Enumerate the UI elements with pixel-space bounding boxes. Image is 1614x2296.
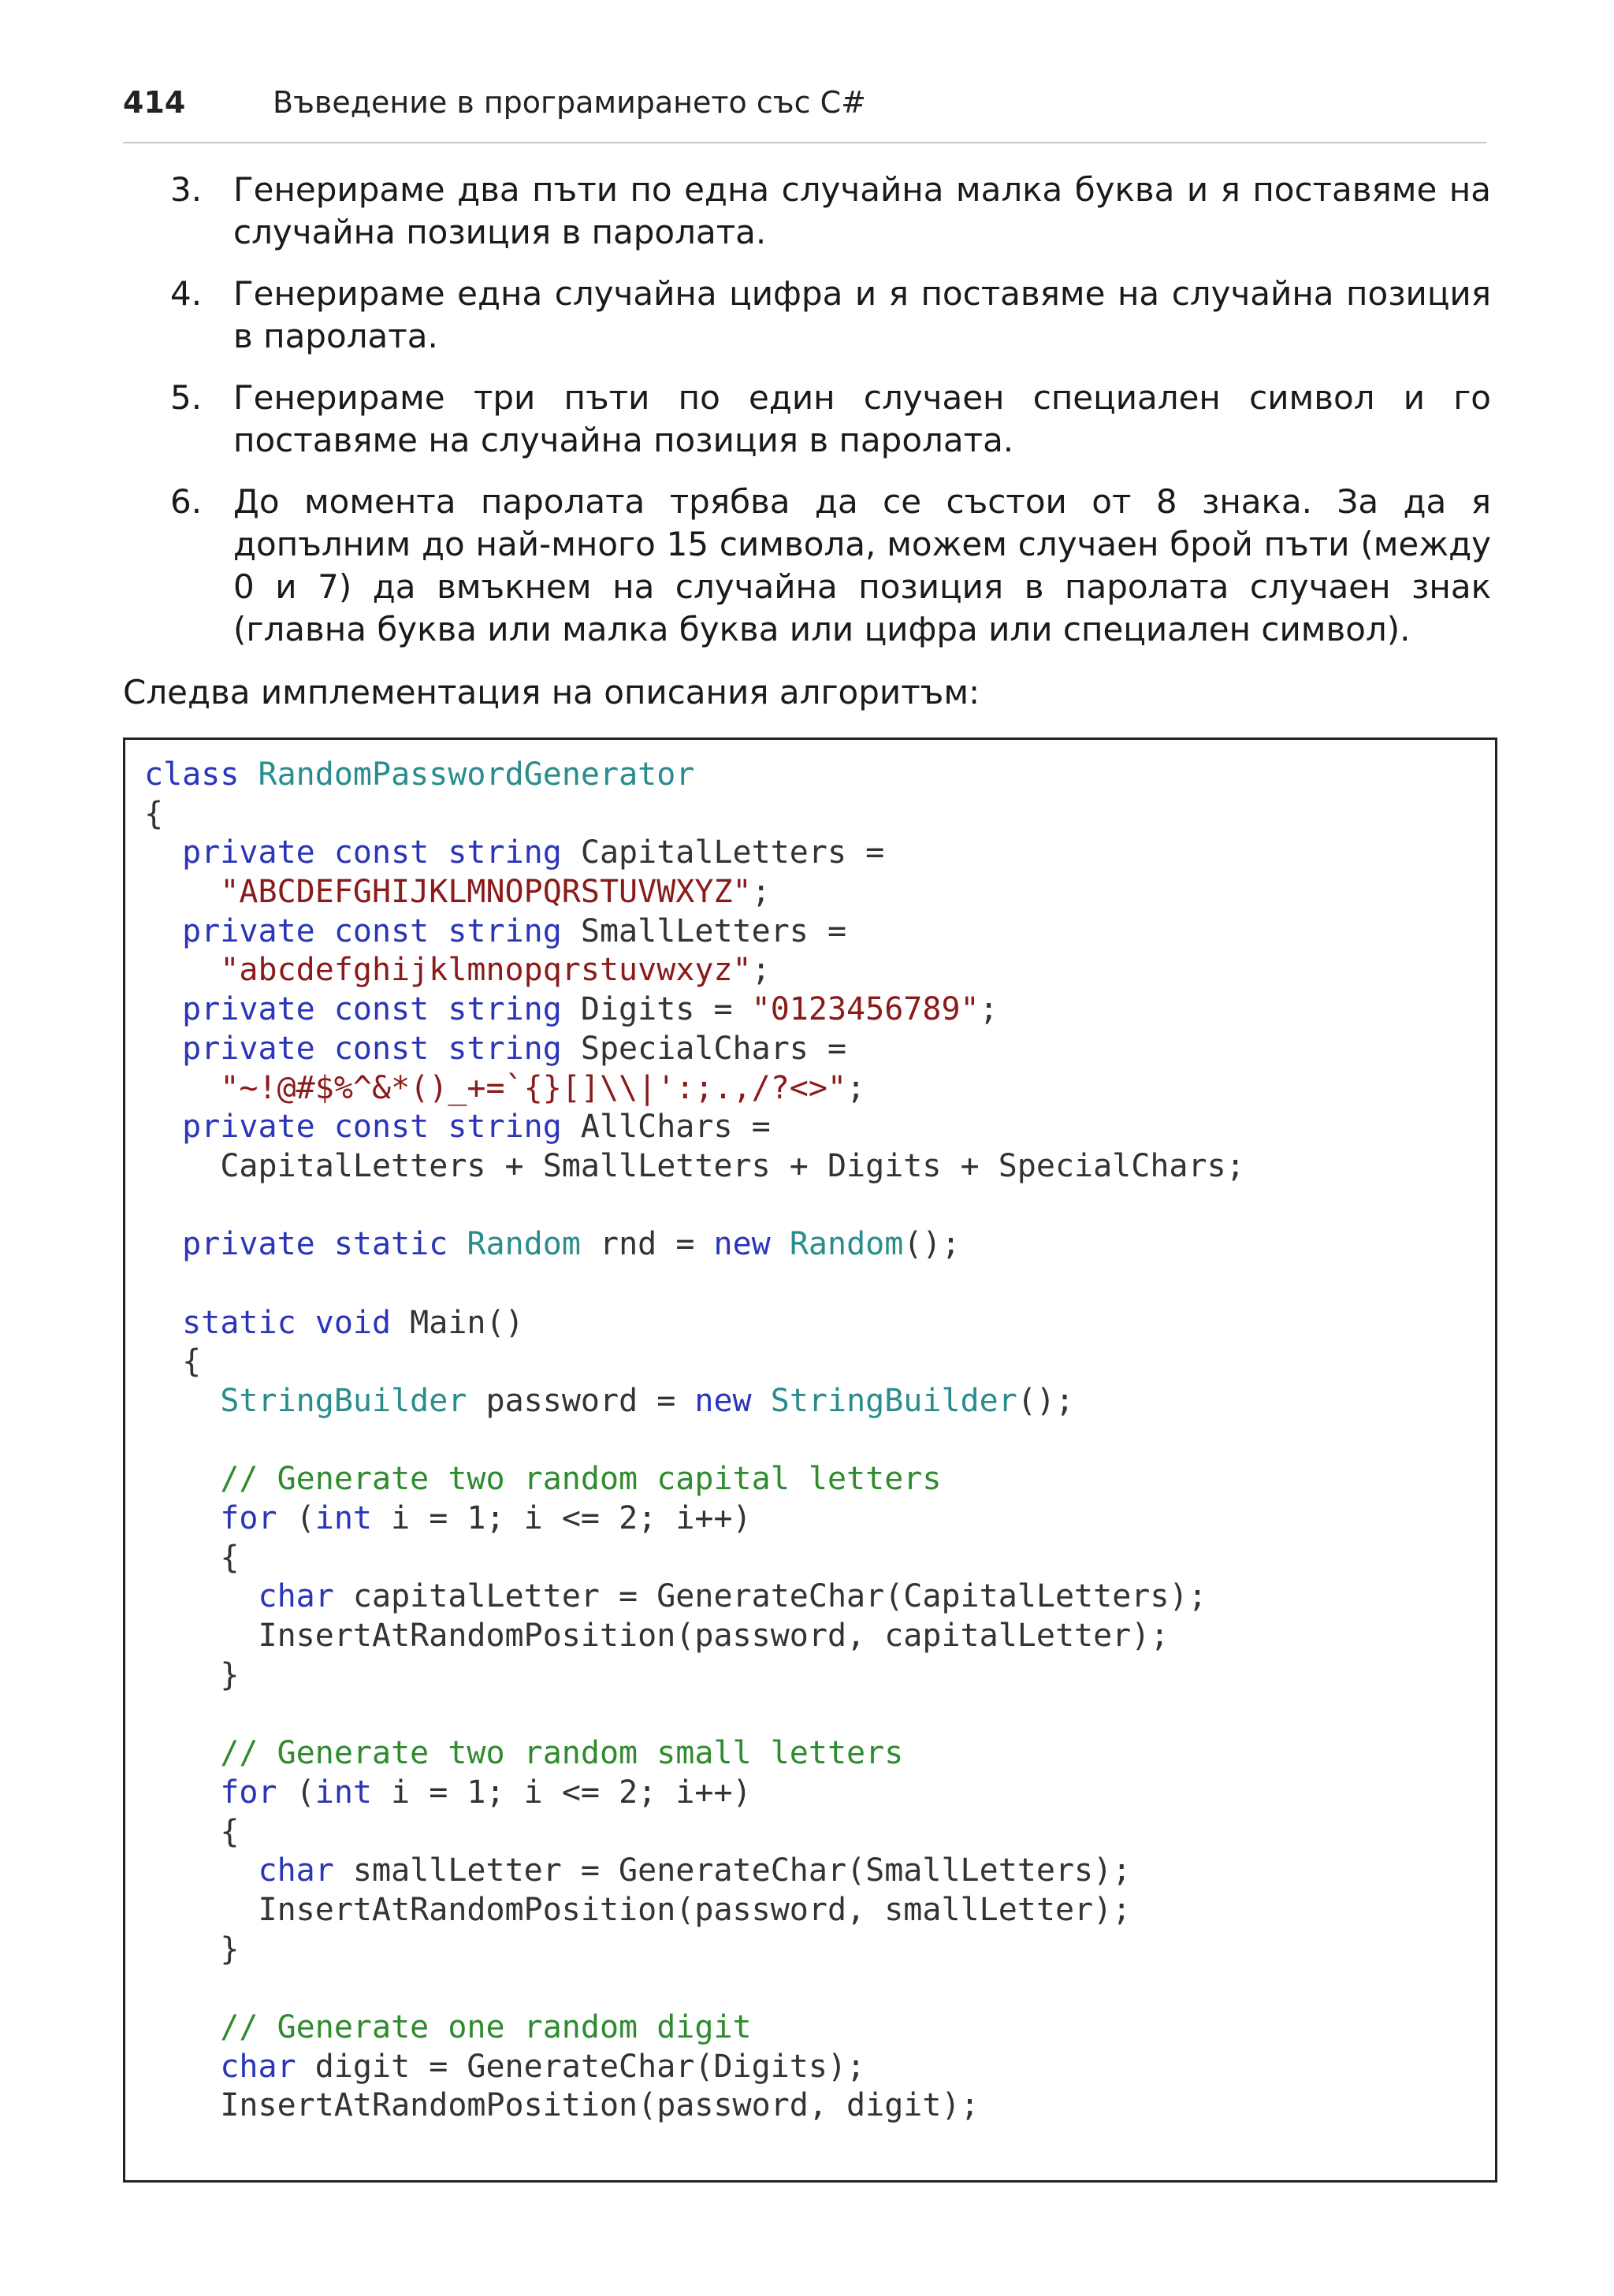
type-token: StringBuilder: [770, 1383, 1017, 1419]
string-token: "abcdefghijklmnopqrstuvwxyz": [220, 952, 752, 989]
code-line: [144, 990, 1245, 1030]
page-number: 414: [123, 85, 186, 120]
code-line: [144, 1304, 1245, 1343]
keyword-token: new: [694, 1383, 752, 1419]
code-line: [144, 1774, 1245, 1813]
step-number: 5.: [170, 378, 203, 417]
step-text: Генерираме три пъти по един случаен специален символ и го поставяме на случайна позиция в паролата.: [233, 378, 1491, 459]
keyword-token: int: [314, 1774, 372, 1811]
step-text: Генерираме два пъти по една случайна малка буква и я поставяме на случайна позиция в паролата.: [233, 170, 1491, 251]
code-line: [144, 1539, 1245, 1578]
code-line: [144, 795, 1245, 834]
code-line: [144, 1969, 1245, 2008]
step-item-5: [123, 377, 1491, 462]
keyword-token: for: [220, 1500, 277, 1537]
code-line: [144, 1460, 1245, 1499]
keyword-token: static void: [182, 1304, 392, 1341]
keyword-token: private const string: [182, 912, 562, 949]
code-text: [144, 1461, 220, 1497]
code-text: [144, 834, 182, 871]
code-text: [144, 2009, 220, 2045]
code-line: [144, 912, 1245, 952]
code-listing-box: [123, 737, 1497, 2183]
code-line: [144, 1499, 1245, 1539]
code-text: (: [277, 1774, 315, 1811]
code-text: [144, 1578, 258, 1614]
book-title: Въведение в програмирането със C#: [273, 85, 866, 120]
code-text: [144, 1031, 182, 1067]
code-text: [144, 1383, 220, 1419]
code-text: ;: [751, 952, 771, 989]
code-text: [144, 2049, 220, 2085]
code-line: [144, 873, 1245, 912]
code-text: digit = GenerateChar(Digits);: [296, 2048, 866, 2085]
code-line: [144, 1577, 1245, 1617]
code-line: [144, 1891, 1245, 1930]
code-line: [144, 1382, 1245, 1421]
code-text: password =: [467, 1383, 695, 1419]
code-text: {: [144, 1343, 202, 1380]
code-text: CapitalLetters + SmallLetters + Digits + SpecialChars;: [144, 1147, 1245, 1184]
code-text: [239, 756, 258, 793]
algorithm-steps-list: [123, 169, 1491, 670]
keyword-token: private const string: [182, 1109, 562, 1146]
code-text: {: [144, 795, 164, 832]
code-line: [144, 1852, 1245, 1891]
code-text: [144, 1305, 182, 1341]
code-text: SmallLetters =: [561, 912, 847, 949]
keyword-token: private const string: [182, 834, 562, 871]
keyword-token: char: [258, 1852, 334, 1889]
code-line: [144, 1656, 1245, 1696]
code-line: [144, 1421, 1245, 1461]
code-text: i = 1; i <= 2; i++): [372, 1500, 752, 1537]
keyword-token: new: [713, 1226, 771, 1263]
code-text: }: [144, 1656, 240, 1693]
code-line: [144, 1617, 1245, 1656]
comment-token: // Generate two random small letters: [220, 1735, 904, 1772]
code-text: [144, 1070, 220, 1106]
code-text: [144, 913, 182, 949]
type-token: StringBuilder: [220, 1383, 467, 1419]
code-line: [144, 951, 1245, 990]
code-text: ;: [751, 874, 771, 911]
comment-token: // Generate one random digit: [220, 2009, 752, 2045]
code-line: [144, 2086, 1245, 2126]
keyword-token: private const string: [182, 1030, 562, 1067]
code-text: [144, 1109, 182, 1145]
code-text: ;: [846, 1069, 866, 1106]
code-text: [144, 1226, 182, 1262]
code-line: [144, 1930, 1245, 1970]
type-token: Random: [789, 1226, 904, 1263]
step-text: Генерираме една случайна цифра и я поставяме на случайна позиция в паролата.: [233, 274, 1491, 355]
code-text: [144, 1774, 220, 1811]
step-number: 4.: [170, 274, 203, 313]
step-number: 3.: [170, 170, 203, 209]
code-text: [771, 1226, 790, 1262]
code-line: [144, 1265, 1245, 1304]
keyword-token: int: [314, 1500, 372, 1537]
step-item-3: [123, 169, 1491, 254]
keyword-token: for: [220, 1774, 277, 1811]
keyword-token: private static: [182, 1226, 448, 1263]
keyword-token: class: [144, 756, 240, 793]
page-header: [123, 80, 1486, 143]
code-text: [144, 1500, 220, 1536]
code-line: [144, 1225, 1245, 1265]
code-text: Digits =: [561, 991, 752, 1028]
code-text: InsertAtRandomPosition(password, smallLetter);: [144, 1891, 1132, 1928]
code-text: InsertAtRandomPosition(password, capitalLetter);: [144, 1618, 1170, 1655]
code-text: ();: [1017, 1383, 1075, 1419]
code-line: [144, 1030, 1245, 1069]
keyword-token: private const string: [182, 991, 562, 1028]
code-text: capitalLetter = GenerateChar(CapitalLetters);: [333, 1578, 1207, 1615]
code-text: [144, 1852, 258, 1889]
code-line: [144, 1696, 1245, 1735]
code-line: [144, 756, 1245, 795]
code-text: (: [277, 1500, 315, 1537]
code-text: smallLetter = GenerateChar(SmallLetters);: [333, 1852, 1132, 1889]
type-token: RandomPasswordGenerator: [258, 756, 695, 793]
code-text: {: [144, 1813, 240, 1850]
code-line: [144, 2048, 1245, 2087]
code-text: i = 1; i <= 2; i++): [372, 1774, 752, 1811]
code-line: [144, 1147, 1245, 1187]
code-text: Main(): [391, 1304, 524, 1341]
code-text: ();: [903, 1226, 961, 1263]
step-item-4: [123, 273, 1491, 358]
step-text: До момента паролата трябва да се състои от 8 знака. За да я допълним до най-много 15 символа, можем случаен брой пъти (между 0 и 7) да вмъкнем на случайна позиция в паролата случаен знак (главна буква или малка буква или цифра или специален символ).: [233, 482, 1491, 648]
code-text: [448, 1226, 467, 1262]
comment-token: // Generate two random capital letters: [220, 1461, 942, 1498]
code-text: [752, 1383, 771, 1419]
string-token: "~!@#$%^&*()_+=`{}[]\\|':;.,/?<>": [220, 1069, 847, 1106]
string-token: "ABCDEFGHIJKLMNOPQRSTUVWXYZ": [220, 874, 752, 911]
code-text: rnd =: [580, 1226, 714, 1263]
code-line: [144, 1108, 1245, 1147]
code-text: InsertAtRandomPosition(password, digit);: [144, 2087, 980, 2124]
code-line: [144, 2008, 1245, 2048]
code-text: [144, 991, 182, 1027]
code-line: [144, 1734, 1245, 1774]
code-text: }: [144, 1930, 240, 1967]
code-line: [144, 1187, 1245, 1226]
code-text: ;: [979, 991, 999, 1028]
code-text: SpecialChars =: [561, 1030, 847, 1067]
code-listing: [144, 756, 1245, 2126]
code-text: [144, 874, 220, 910]
code-text: [144, 1735, 220, 1771]
code-text: CapitalLetters =: [561, 834, 885, 871]
keyword-token: char: [258, 1578, 334, 1615]
code-text: [144, 952, 220, 988]
keyword-token: char: [220, 2048, 296, 2085]
step-item-6: [123, 481, 1491, 651]
code-text: {: [144, 1539, 240, 1576]
code-intro-paragraph: Следва имплементация на описания алгоритъм:: [123, 673, 980, 711]
code-line: [144, 1343, 1245, 1382]
type-token: Random: [467, 1226, 581, 1263]
code-text: AllChars =: [561, 1109, 771, 1146]
code-line: [144, 1069, 1245, 1109]
string-token: "0123456789": [751, 991, 980, 1028]
code-line: [144, 834, 1245, 873]
step-number: 6.: [170, 482, 203, 521]
code-line: [144, 1813, 1245, 1852]
